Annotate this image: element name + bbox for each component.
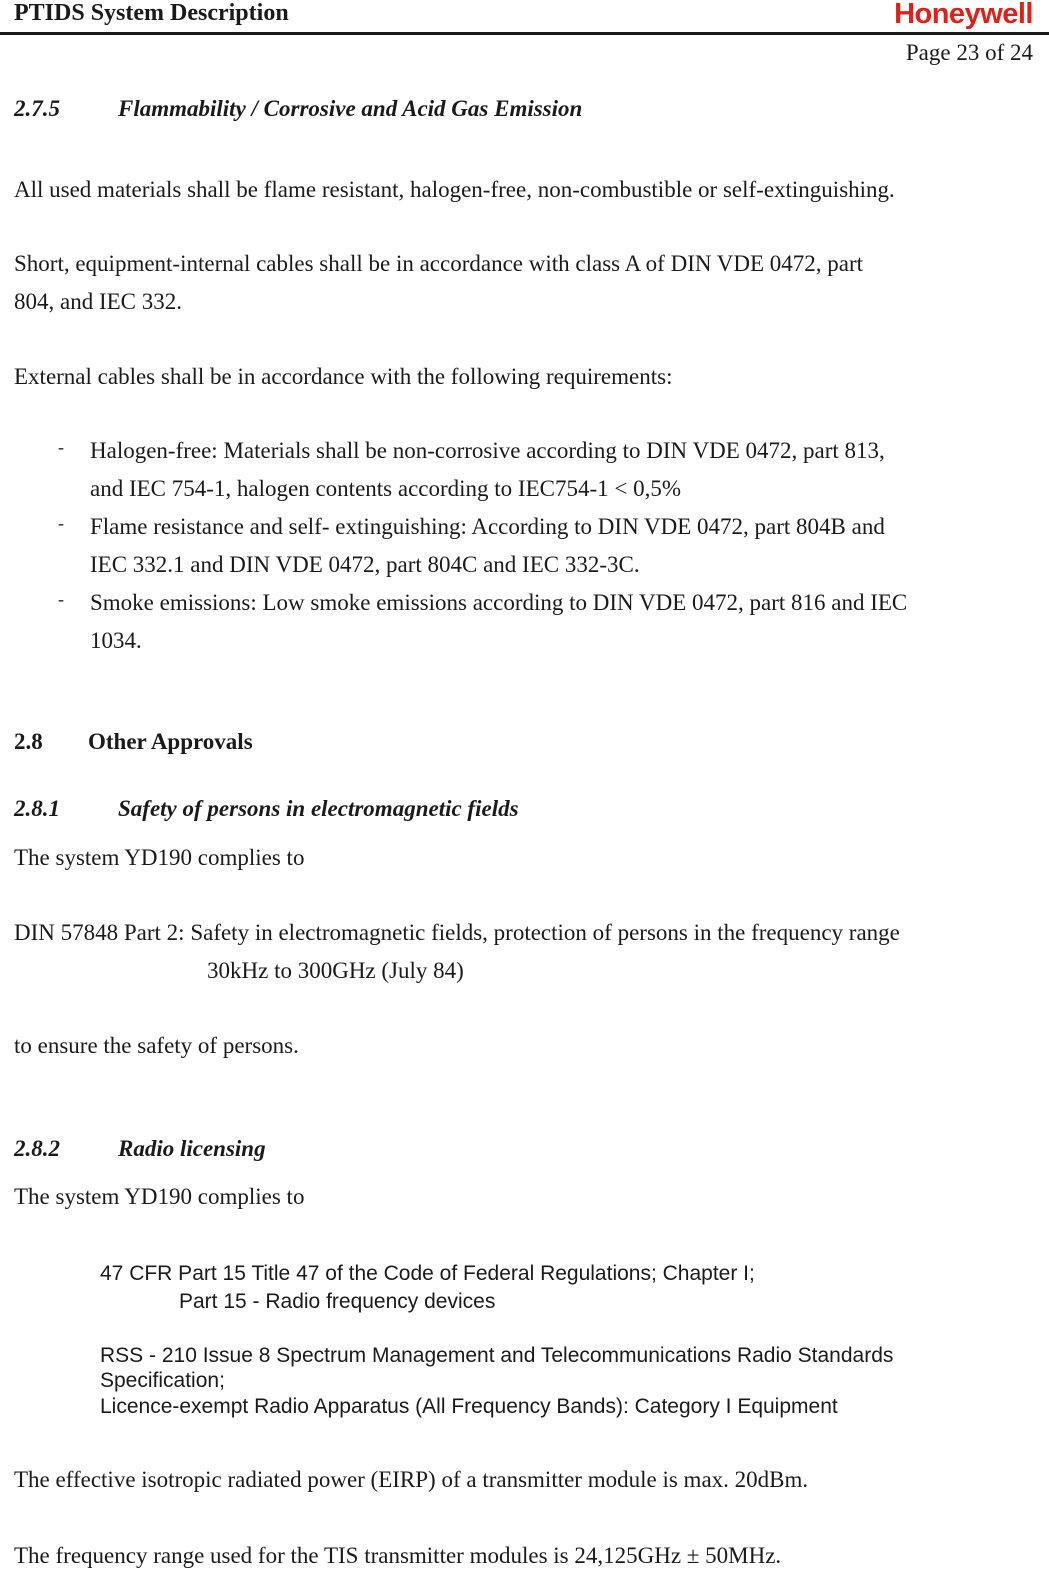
section-title: Other Approvals [88, 729, 253, 754]
paragraph: to ensure the safety of persons. [14, 1033, 299, 1058]
paragraph: The effective isotropic radiated power (EIRP) of a transmitter module is max. 20dBm. [14, 1467, 809, 1492]
paragraph: The system YD190 complies to [14, 845, 305, 870]
section-title: Radio licensing [118, 1136, 266, 1161]
section-title: Flammability / Corrosive and Acid Gas Emission [118, 96, 583, 121]
regulation-line: Licence-exempt Radio Apparatus (All Frequency Bands): Category I Equipment [100, 1395, 838, 1418]
regulation-line: Specification; [100, 1369, 225, 1392]
section-number: 2.8 [14, 729, 43, 754]
bullet-dash: - [58, 589, 64, 609]
paragraph: All used materials shall be flame resistant, halogen-free, non-combustible or self-extinguishing. [14, 177, 895, 202]
paragraph: The system YD190 complies to [14, 1184, 305, 1209]
section-number: 2.8.1 [14, 796, 60, 821]
bullet-dash: - [58, 513, 64, 533]
section-2-8-2-heading [14, 1136, 614, 1166]
paragraph: External cables shall be in accordance with the following requirements: [14, 364, 673, 389]
bullet-dash: - [58, 437, 64, 457]
paragraph-line: Short, equipment-internal cables shall be in accordance with class A of DIN VDE 0472, part [14, 251, 864, 276]
bullet-line: Halogen-free: Materials shall be non-corrosive according to DIN VDE 0472, part 813, [90, 438, 885, 463]
bullet-line: 1034. [90, 628, 142, 653]
page-number: Page 23 of 24 [905, 40, 1033, 65]
regulation-line: Part 15 - Radio frequency devices [179, 1290, 496, 1313]
section-2-7-5-heading [14, 96, 914, 126]
document-title: PTIDS System Description [14, 0, 289, 26]
section-number: 2.7.5 [14, 96, 60, 121]
bullet-line: Flame resistance and self- extinguishing: According to DIN VDE 0472, part 804B and [90, 514, 885, 539]
standard-line: 30kHz to 300GHz (July 84) [207, 958, 464, 983]
bullet-line: and IEC 754-1, halogen contents according to IEC754-1 < 0,5% [90, 476, 682, 501]
section-title: Safety of persons in electromagnetic fields [118, 796, 519, 821]
regulation-line: RSS - 210 Issue 8 Spectrum Management and Telecommunications Radio Standards [100, 1344, 894, 1367]
paragraph-line: 804, and IEC 332. [14, 289, 183, 314]
regulation-line: 47 CFR Part 15 Title 47 of the Code of Federal Regulations; Chapter I; [100, 1262, 755, 1285]
bullet-line: Smoke emissions: Low smoke emissions according to DIN VDE 0472, part 816 and IEC [90, 590, 908, 615]
section-2-8-1-heading [14, 796, 914, 826]
paragraph: The frequency range used for the TIS transmitter modules is 24,125GHz ± 50MHz. [14, 1543, 782, 1568]
section-number: 2.8.2 [14, 1136, 60, 1161]
standard-line: DIN 57848 Part 2: Safety in electromagnetic fields, protection of persons in the frequency range [14, 920, 900, 945]
header-divider [0, 32, 1049, 35]
section-2-8-heading [14, 729, 614, 759]
bullet-line: IEC 332.1 and DIN VDE 0472, part 804C and IEC 332-3C. [90, 552, 640, 577]
honeywell-logo: Honeywell [894, 0, 1033, 30]
